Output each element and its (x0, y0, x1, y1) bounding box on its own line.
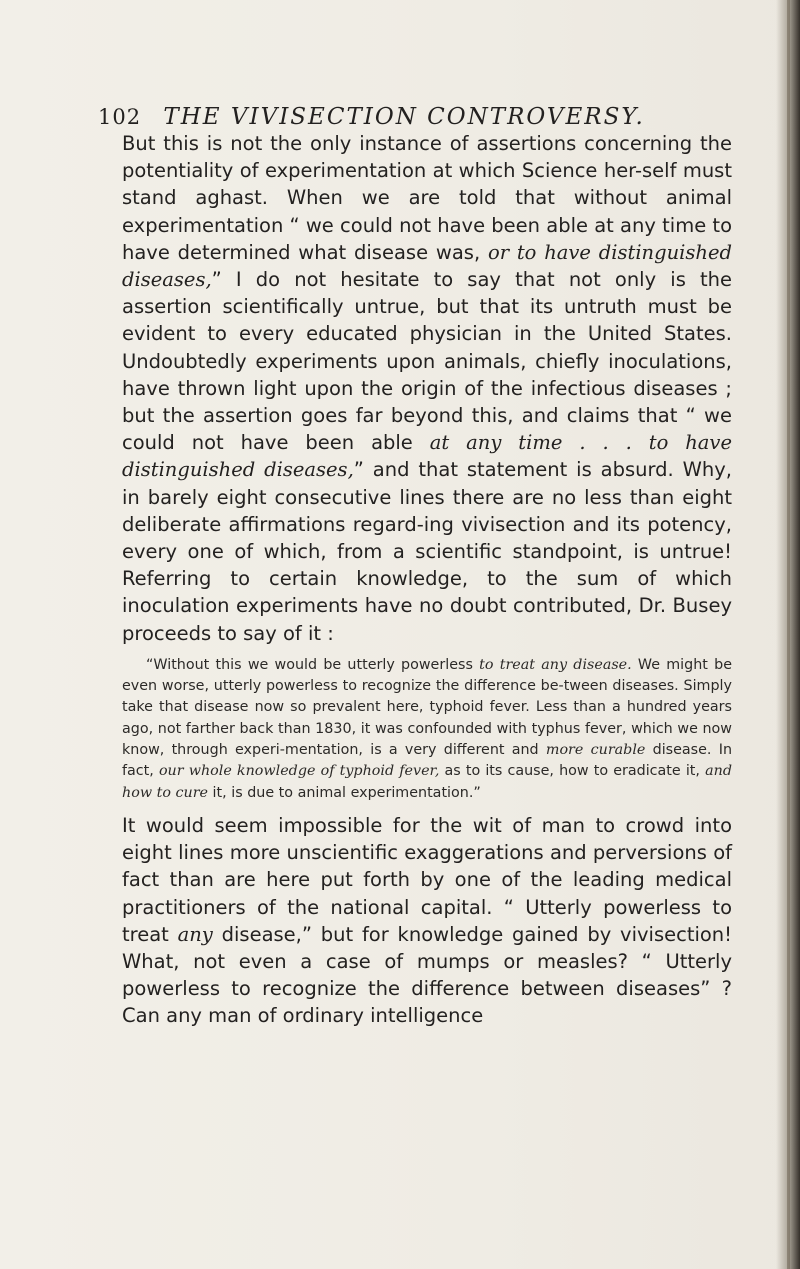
paragraph-2-text: disease,” but for knowledge gained by vivisection! What, not even a case of mumps or measles? “ Utterly powerless to recognize the difference between diseases” ? Can any man of ordinary intelligence (122, 922, 732, 1028)
quote-italic: more curable (545, 742, 646, 759)
paragraph-1-text: ” and that statement is absurd. Why, in barely eight consecutive lines there are no less than eight deliberate affirmations regard-ing vivisection and its potency, every one of which, from a scientific standpoint, is untrue! Referring to certain knowledge, to the sum of which inoculation experiments have no doubt contributed, Dr. Busey proceeds to say of it : (122, 458, 732, 645)
block-quote (122, 655, 732, 804)
quote-text: it, is due to animal experimentation.” (208, 784, 481, 801)
quote-text: as to its cause, how to eradicate it, (439, 763, 706, 780)
page-number: 102 (98, 105, 142, 129)
quote-text: We might be even worse, utterly powerless to recognize the difference be-tween diseases. Simply take that disease now so prevalent here, typhoid fever. Less than a hundred years ago, not farther back than 1830, it was confounded with typhus fever, which we now know, through experi-mentation, is a very different and (122, 656, 733, 759)
paragraph-1-text: But this is not the only instance of assertions concerning the potentiality of experimentation at which Science her-self must stand aghast. When we are told that without animal experimentation “ we could not have been able at any time to have determined what disease was, (122, 132, 732, 264)
quote-text: disease. In fact, (122, 742, 733, 780)
page-content (122, 130, 732, 1030)
paragraph-2 (122, 812, 732, 1030)
quote-italic: our whole knowledge of typhoid fever, (158, 763, 440, 780)
quote-italic: and how to cure (122, 763, 732, 801)
paragraph-2-italic: any (177, 922, 213, 946)
paragraph-1 (122, 130, 732, 647)
paragraph-1-italic: or to have distinguished diseases, (122, 240, 732, 292)
page-header (98, 104, 738, 130)
running-title: THE VIVISECTION CONTROVERSY. (163, 104, 645, 130)
quote-italic: to treat any disease. (479, 656, 632, 673)
paragraph-1-text: ” I do not hesitate to say that not only is the assertion scientifically untrue, but that its untruth must be evident to every educated physician in the United States. Undoubtedly experiments upon animals, chiefly inoculations, have thrown light upon the origin of the infectious diseases ; but the assertion goes far beyond this, and claims that “ we could not have been able (122, 268, 732, 455)
quote-text: “Without this we would be utterly powerless (146, 656, 480, 673)
paragraph-2-text: It would seem impossible for the wit of man to crowd into eight lines more unscientific exaggerations and perversions of fact than are here put forth by one of the leading medical practitioners of the national capital. “ Utterly powerless to treat (122, 813, 732, 946)
binding-edge-line (787, 0, 790, 1269)
paragraph-1-italic: at any time . . . to have distinguished diseases, (122, 431, 732, 482)
